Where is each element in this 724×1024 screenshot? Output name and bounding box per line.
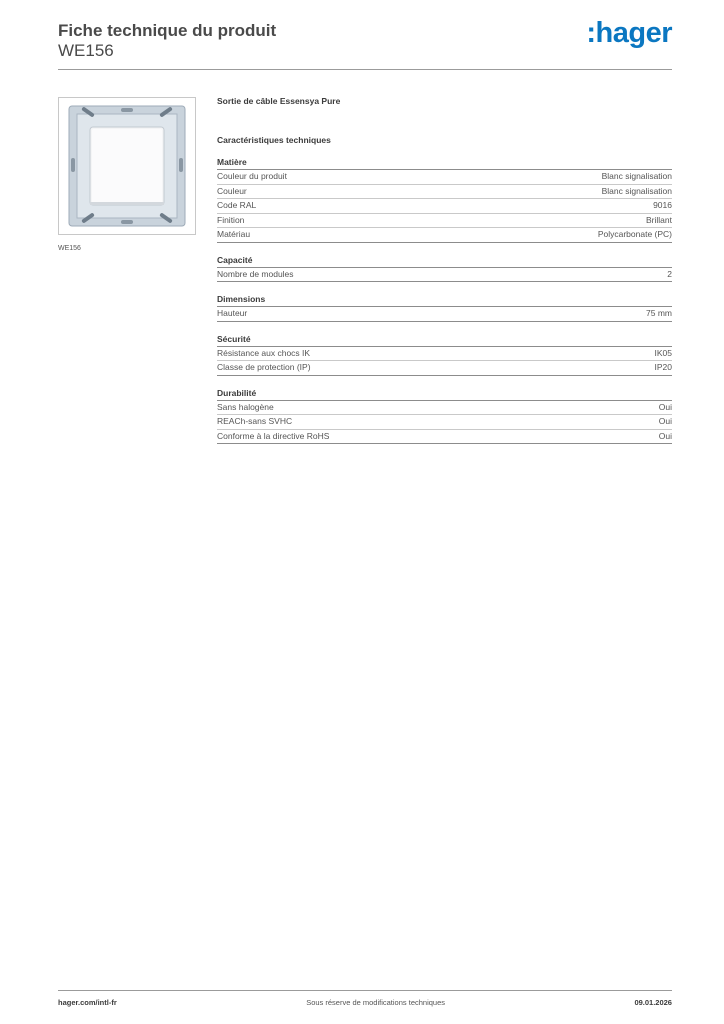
spec-label: Couleur <box>217 185 247 196</box>
spec-value: Blanc signalisation <box>601 185 672 196</box>
spec-label: Résistance aux chocs IK <box>217 347 311 358</box>
product-subtitle: Sortie de câble Essensya Pure <box>217 96 341 106</box>
spec-label: Nombre de modules <box>217 268 294 279</box>
spec-row <box>217 214 672 229</box>
spec-value: IP20 <box>654 362 672 372</box>
spec-row <box>217 347 672 362</box>
spec-label: Code RAL <box>217 200 257 210</box>
spec-label: Classe de protection (IP) <box>217 362 311 372</box>
spec-row <box>217 307 672 322</box>
spec-row <box>217 170 672 185</box>
spec-label: Sans halogène <box>217 401 274 412</box>
spec-row <box>217 401 672 416</box>
document-title: Fiche technique du produit <box>58 21 277 40</box>
spec-label: REACh-sans SVHC <box>217 416 293 426</box>
spec-label: Couleur du produit <box>217 171 287 181</box>
header-divider <box>58 69 672 70</box>
section-title: Capacité <box>217 255 672 268</box>
spec-value: Oui <box>658 416 672 426</box>
cable-outlet-illustration <box>59 98 195 234</box>
spec-row <box>217 361 672 376</box>
spec-value: Polycarbonate (PC) <box>597 229 672 239</box>
spec-value: IK05 <box>654 347 672 358</box>
product-reference: WE156 <box>58 41 114 60</box>
section-title: Dimensions <box>217 294 672 307</box>
spec-value: 2 <box>667 268 672 279</box>
section-capacite <box>217 255 672 283</box>
spec-row <box>217 430 672 445</box>
page-footer <box>58 998 672 1007</box>
product-details <box>217 96 672 456</box>
spec-row <box>217 185 672 200</box>
spec-value: 9016 <box>653 200 672 210</box>
page-header <box>58 17 672 69</box>
product-image <box>58 97 196 235</box>
spec-label: Hauteur <box>217 308 248 318</box>
spec-row <box>217 415 672 430</box>
technical-characteristics-heading: Caractéristiques techniques <box>217 135 331 145</box>
section-title: Sécurité <box>217 334 672 347</box>
section-durabilite <box>217 388 672 445</box>
footer-website-link[interactable]: hager.com/intl-fr <box>58 998 117 1007</box>
section-title: Durabilité <box>217 388 672 401</box>
spec-label: Matériau <box>217 229 251 239</box>
image-caption: WE156 <box>58 245 81 252</box>
hager-logo: :hager <box>586 17 672 49</box>
spec-label: Conforme à la directive RoHS <box>217 430 330 441</box>
spec-row <box>217 199 672 214</box>
spec-row <box>217 268 672 283</box>
spec-row <box>217 228 672 243</box>
footer-date: 09.01.2026 <box>634 998 672 1007</box>
spec-value: Oui <box>658 401 672 412</box>
section-matiere <box>217 157 672 243</box>
spec-value: Brillant <box>646 214 672 225</box>
spec-value: Oui <box>658 430 672 441</box>
section-dimensions <box>217 294 672 322</box>
spec-label: Finition <box>217 214 245 225</box>
spec-value: Blanc signalisation <box>601 171 672 181</box>
section-title: Matière <box>217 157 672 170</box>
footer-divider <box>58 990 672 991</box>
spec-value: 75 mm <box>646 308 672 318</box>
section-securite <box>217 334 672 376</box>
footer-disclaimer: Sous réserve de modifications techniques <box>306 998 446 1007</box>
